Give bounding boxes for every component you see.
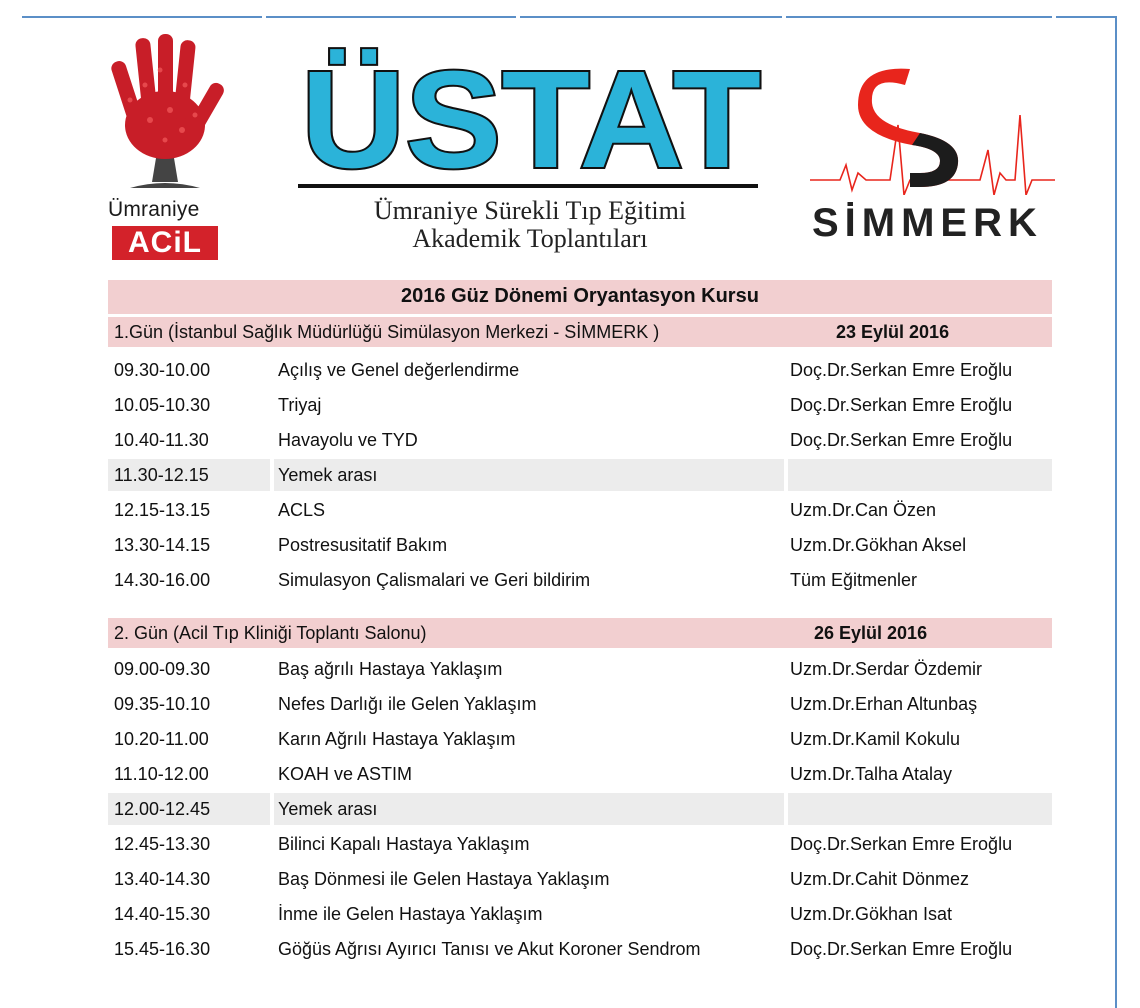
session-time: 12.45-13.30	[114, 834, 211, 854]
session-topic: Bilinci Kapalı Hastaya Yaklaşım	[278, 834, 530, 854]
session-time: 09.00-09.30	[114, 659, 211, 679]
session-time: 13.30-14.15	[114, 535, 211, 555]
session-time: 11.10-12.00	[114, 764, 209, 784]
break-row	[108, 793, 1052, 825]
ustat-subtitle	[290, 197, 770, 253]
acil-logo-badge: ACiL	[112, 226, 218, 260]
session-row	[108, 564, 1052, 596]
day-1-date: 23 Eylül 2016	[836, 322, 950, 342]
break-shade	[788, 793, 1052, 825]
session-topic: Yemek arası	[278, 465, 378, 485]
session-time: 14.30-16.00	[114, 570, 211, 590]
session-speaker: Uzm.Dr.Cahit Dönmez	[790, 869, 970, 889]
day-1-header	[108, 317, 1052, 347]
frame-top-line	[786, 16, 1052, 18]
session-speaker: Doç.Dr.Serkan Emre Eroğlu	[790, 939, 1013, 959]
session-speaker: Uzm.Dr.Talha Atalay	[790, 764, 953, 784]
session-row	[108, 688, 1052, 720]
session-topic: Baş Dönmesi ile Gelen Hastaya Yaklaşım	[278, 869, 610, 889]
session-topic: Göğüs Ağrısı Ayırıcı Tanısı ve Akut Koroner Sendrom	[278, 939, 701, 959]
ustat-subtitle-line2: Akademik Toplantıları	[412, 224, 648, 253]
session-row	[108, 354, 1052, 386]
hand-tree-icon	[100, 30, 230, 200]
session-row	[108, 933, 1052, 965]
session-topic: Baş ağrılı Hastaya Yaklaşım	[278, 659, 503, 679]
session-topic: Karın Ağrılı Hastaya Yaklaşım	[278, 729, 516, 749]
frame-top-line	[1056, 16, 1117, 18]
session-time: 09.30-10.00	[114, 360, 211, 380]
session-time: 10.20-11.00	[114, 729, 209, 749]
session-row	[108, 863, 1052, 895]
session-topic: Havayolu ve TYD	[278, 430, 418, 450]
session-speaker: Tüm Eğitmenler	[790, 570, 918, 590]
umraniye-acil-logo	[100, 30, 230, 265]
ustat-title-text: ÜSTAT	[301, 43, 761, 177]
session-time: 14.40-15.30	[114, 904, 211, 924]
session-time: 09.35-10.10	[114, 694, 211, 714]
session-row	[108, 494, 1052, 526]
frame-top-line	[520, 16, 782, 18]
session-topic: Postresusitatif Bakım	[278, 535, 448, 555]
session-time: 12.15-13.15	[114, 500, 211, 520]
session-speaker: Doç.Dr.Serkan Emre Eroğlu	[790, 360, 1013, 380]
frame-right-line	[1115, 16, 1117, 1008]
session-speaker: Uzm.Dr.Can Özen	[790, 500, 937, 520]
session-row	[108, 653, 1052, 685]
session-topic: İnme ile Gelen Hastaya Yaklaşım	[278, 904, 543, 924]
session-speaker: Doç.Dr.Serkan Emre Eroğlu	[790, 395, 1013, 415]
day-2-date: 26 Eylül 2016	[814, 623, 928, 643]
session-row	[108, 389, 1052, 421]
schedule-title-text: 2016 Güz Dönemi Oryantasyon Kursu	[401, 285, 759, 307]
session-topic: Triyaj	[278, 395, 322, 415]
ustat-logo-title	[296, 32, 766, 177]
session-topic: KOAH ve ASTIM	[278, 764, 413, 784]
simmerk-logo	[810, 55, 1055, 255]
session-speaker: Uzm.Dr.Erhan Altunbaş	[790, 694, 978, 714]
schedule-title	[108, 280, 1052, 314]
frame-top-line	[22, 16, 262, 18]
day-2-header	[108, 618, 1052, 648]
session-speaker: Uzm.Dr.Gökhan Aksel	[790, 535, 967, 555]
ustat-divider	[298, 184, 758, 188]
simmerk-logo-text: SİMMERK	[812, 201, 1043, 245]
session-topic: Açılış ve Genel değerlendirme	[278, 360, 520, 380]
session-row	[108, 529, 1052, 561]
frame-top-line	[266, 16, 516, 18]
session-time: 11.30-12.15	[114, 465, 209, 485]
session-speaker: Uzm.Dr.Gökhan Isat	[790, 904, 953, 924]
break-row	[108, 459, 1052, 491]
session-topic: Nefes Darlığı ile Gelen Yaklaşım	[278, 694, 537, 714]
session-time: 12.00-12.45	[114, 799, 211, 819]
break-shade	[788, 459, 1052, 491]
ustat-subtitle-line1: Ümraniye Sürekli Tıp Eğitimi	[373, 196, 687, 225]
session-speaker: Doç.Dr.Serkan Emre Eroğlu	[790, 834, 1013, 854]
session-time: 10.05-10.30	[114, 395, 211, 415]
session-speaker: Doç.Dr.Serkan Emre Eroğlu	[790, 430, 1013, 450]
session-row	[108, 828, 1052, 860]
session-time: 15.45-16.30	[114, 939, 211, 959]
day-1-label: 1.Gün (İstanbul Sağlık Müdürlüğü Simülasyon Merkezi - SİMMERK )	[114, 322, 660, 342]
session-row	[108, 898, 1052, 930]
session-topic: Yemek arası	[278, 799, 378, 819]
session-time: 13.40-14.30	[114, 869, 211, 889]
heartbeat-s-icon	[810, 55, 1055, 195]
session-speaker: Uzm.Dr.Serdar Özdemir	[790, 659, 983, 679]
session-row	[108, 424, 1052, 456]
umraniye-logo-text: Ümraniye	[108, 198, 200, 221]
session-row	[108, 758, 1052, 790]
session-time: 10.40-11.30	[114, 430, 209, 450]
day-2-label: 2. Gün (Acil Tıp Kliniği Toplantı Salonu)	[114, 623, 427, 643]
session-speaker: Uzm.Dr.Kamil Kokulu	[790, 729, 961, 749]
session-topic: ACLS	[278, 500, 326, 520]
session-row	[108, 723, 1052, 755]
session-topic: Simulasyon Çalismalari ve Geri bildirim	[278, 570, 591, 590]
